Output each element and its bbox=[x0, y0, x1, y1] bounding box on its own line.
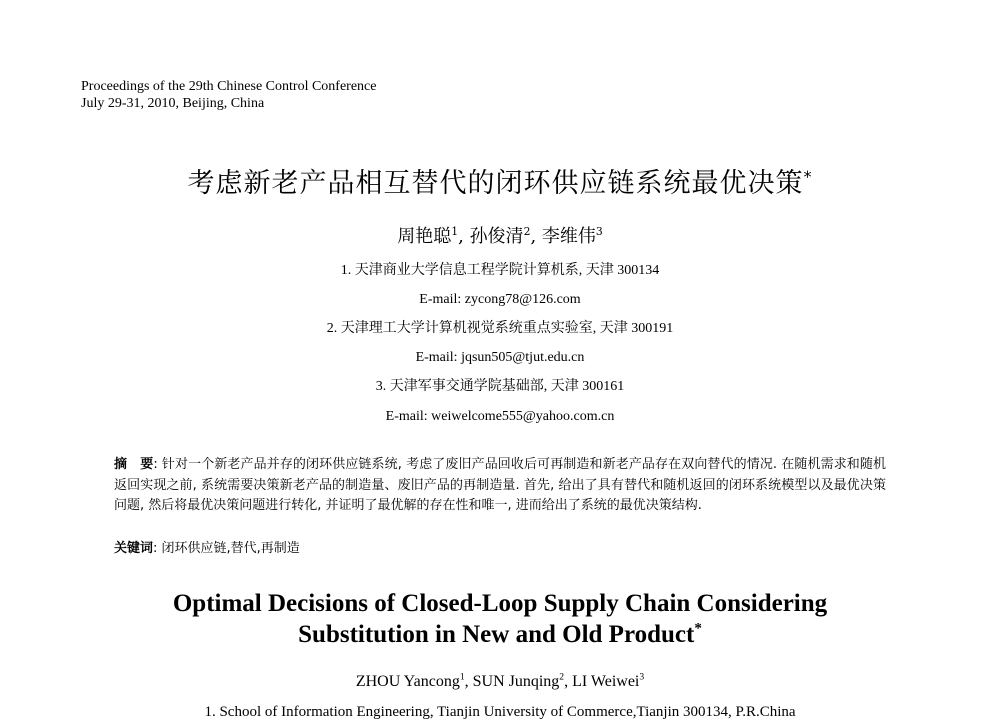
english-author: LI Weiwei bbox=[572, 673, 640, 690]
conference-date-place: July 29-31, 2010, Beijing, China bbox=[81, 96, 265, 111]
english-authors: ZHOU Yancong$^1$, SUN Junqing$^2$, LI Weiwei$^3$ bbox=[355, 671, 645, 690]
chinese-abstract bbox=[114, 455, 886, 517]
english-title-mark: * bbox=[694, 620, 702, 637]
author-affil-number: 2 bbox=[523, 225, 531, 238]
chinese-affiliation-1: 1. 天津商业大学信息工程学院计算机系, 天津 300134 bbox=[340, 263, 660, 278]
email-3: E-mail: weiwelcome555@yahoo.com.cn bbox=[385, 409, 615, 424]
abstract-label: 摘 要 bbox=[114, 457, 154, 472]
abstract-text: : 针对一个新老产品并存的闭环供应链系统, 考虑了废旧产品回收后可再制造和新老产品存在双向替代的情况. 在随机需求和随机返回实现之前, 系统需要决策新老产品的制造量、废旧产品的再制造量. 首先, 给出了具有替代和随机返回的闭环系统模型以及最优决策问题, 然后将最优决策问题进行转化, 并证明了最优解的存在性和唯一, 进而给出了系统的最优决策结构. bbox=[114, 457, 886, 513]
chinese-author: 周艳聪 bbox=[397, 226, 452, 247]
chinese-title bbox=[0, 166, 1000, 202]
english-affiliation-1: 1. School of Information Engineering, Tianjin University of Commerce,Tianjin 300134, P.R.China bbox=[204, 704, 796, 720]
email-2: E-mail: jqsun505@tjut.edu.cn bbox=[415, 350, 585, 365]
english-title bbox=[0, 588, 1000, 650]
chinese-author: 孙俊清 bbox=[469, 226, 524, 247]
english-title-line-2-text: Substitution in New and Old Product bbox=[298, 621, 695, 648]
english-title-line-1: Optimal Decisions of Closed-Loop Supply Chain Considering bbox=[172, 590, 828, 617]
english-title-line-2 bbox=[0, 619, 1000, 650]
chinese-affiliation-2: 2. 天津理工大学计算机视觉系统重点实验室, 天津 300191 bbox=[326, 321, 674, 336]
proceedings-name: Proceedings of the 29th Chinese Control Conference bbox=[81, 79, 377, 94]
chinese-affiliation-3: 3. 天津军事交通学院基础部, 天津 300161 bbox=[375, 379, 625, 394]
author-affil-number: 3 bbox=[595, 225, 603, 238]
author-affil-number: 3 bbox=[639, 671, 645, 683]
author-affil-number: 1 bbox=[451, 225, 459, 238]
chinese-keywords bbox=[114, 539, 886, 559]
keywords-label: 关键词 bbox=[114, 541, 154, 556]
chinese-author: 李维伟 bbox=[541, 226, 596, 247]
chinese-title-text: 考虑新老产品相互替代的闭环供应链系统最优决策 bbox=[187, 168, 804, 199]
chinese-authors: 周艳聪$^1$, 孙俊清$^2$, 李维伟$^3$ bbox=[397, 225, 603, 247]
english-author: ZHOU Yancong bbox=[355, 673, 460, 690]
chinese-title-mark: * bbox=[803, 167, 813, 186]
english-author: SUN Junqing bbox=[472, 673, 560, 690]
author-affil-number: 1 bbox=[459, 671, 465, 683]
keywords-text: : 闭环供应链,替代,再制造 bbox=[153, 541, 300, 556]
email-1: E-mail: zycong78@126.com bbox=[419, 292, 581, 307]
author-affil-number: 2 bbox=[559, 671, 565, 683]
proceedings-header bbox=[81, 78, 376, 112]
